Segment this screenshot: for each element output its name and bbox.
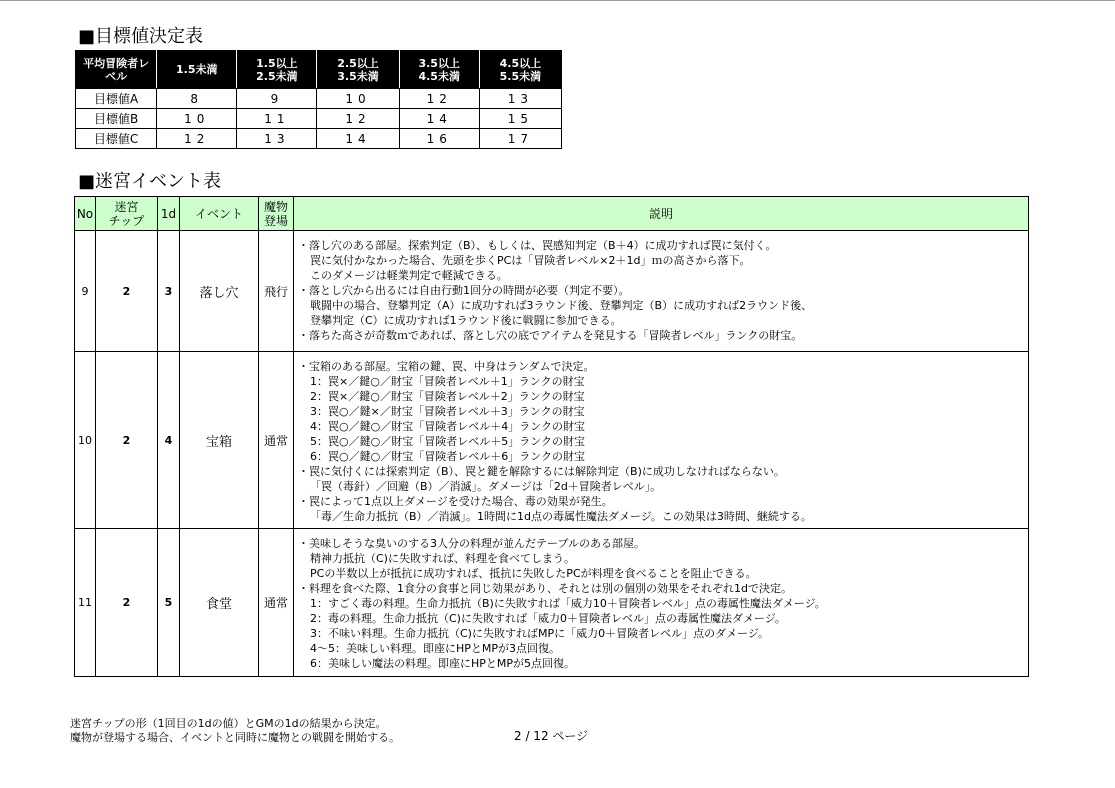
target-row-label: 目標値C <box>76 129 157 149</box>
section-title-events: ■迷宮イベント表 <box>78 171 222 192</box>
target-value-cell: 16 <box>399 129 479 149</box>
description-line: 登攀判定（C）に成功すれば1ラウンド後に戦闘に参加できる。 <box>310 314 622 327</box>
target-value-cell: 14 <box>317 129 399 149</box>
event-row <box>75 352 1029 529</box>
target-value-cell: 12 <box>399 89 479 109</box>
event-description <box>294 352 1029 529</box>
header-monster: 魔物 登場 <box>259 197 294 231</box>
event-description <box>294 529 1029 677</box>
target-header-2: 1.5以上 2.5未満 <box>237 51 317 89</box>
target-row-label: 目標値B <box>76 109 157 129</box>
event-no: 9 <box>75 231 96 352</box>
description-line: ・罠によって1点以上ダメージを受けた場合、毒の効果が発生。 <box>298 495 613 508</box>
description-line: ・罠に気付くには探索判定（B）、罠と鍵を解除するには解除判定（B)に成功しなければならない。 <box>298 465 785 478</box>
event-name: 宝箱 <box>180 352 259 529</box>
target-value-cell: 12 <box>157 129 237 149</box>
top-border-line <box>0 0 1115 1</box>
event-chip: 2 <box>96 231 158 352</box>
target-header-0: 平均冒険者レベル <box>76 51 157 89</box>
description-line: 「罠（毒針）／回避（B）／消滅」。ダメージは「2d＋冒険者レベル」。 <box>310 480 662 493</box>
description-line: 精神力抵抗（C)に失敗すれば、料理を食べてしまう。 <box>310 552 575 565</box>
description-line: ・料理を食べた際、1食分の食事と同じ効果があり、それとは別の個別の効果をそれぞれ1dで決定。 <box>298 582 792 595</box>
description-line: ・宝箱のある部屋。宝箱の鍵、罠、中身はランダムで決定。 <box>298 360 595 373</box>
section-title-target: ■目標値決定表 <box>78 26 204 47</box>
description-line: PCの半数以上が抵抗に成功すれば、抵抗に失敗したPCが料理を食べることを阻止できる。 <box>310 567 757 580</box>
event-monster: 通常 <box>259 529 294 677</box>
description-line: このダメージは軽業判定で軽減できる。 <box>310 269 508 282</box>
target-row <box>76 89 562 109</box>
target-value-cell: 11 <box>237 109 317 129</box>
target-value-cell: 10 <box>317 89 399 109</box>
target-header-4: 3.5以上 4.5未満 <box>399 51 479 89</box>
description-line: 5：罠○／鍵○／財宝「冒険者レベル＋5」ランクの財宝 <box>310 435 585 448</box>
target-row-label: 目標値A <box>76 89 157 109</box>
header-no: No <box>75 197 96 231</box>
header-description: 説明 <box>294 197 1029 231</box>
target-value-table <box>75 50 562 149</box>
page-number: 2 / 12 ページ <box>514 729 589 743</box>
description-line: 「毒／生命力抵抗（B）／消滅」。1時間に1d点の毒属性魔法ダメージ。この効果は3時間、継続する。 <box>310 510 812 523</box>
description-line: 2：毒の料理。生命力抵抗（C)に失敗すれば「威力0＋冒険者レベル」点の毒属性魔法ダメージ。 <box>310 612 786 625</box>
event-row <box>75 231 1029 352</box>
description-line: 2：罠×／鍵○／財宝「冒険者レベル＋2」ランクの財宝 <box>310 390 585 403</box>
header-dice: 1d <box>158 197 180 231</box>
target-value-cell: 15 <box>479 109 561 129</box>
description-line: ・落とし穴から出るには自由行動1回分の時間が必要（判定不要）。 <box>298 284 630 297</box>
event-name: 食堂 <box>180 529 259 677</box>
target-value-cell: 14 <box>399 109 479 129</box>
target-value-cell: 17 <box>479 129 561 149</box>
event-table-header-row <box>75 197 1029 231</box>
description-line: ・落し穴のある部屋。探索判定（B）、もしくは、罠感知判定（B＋4）に成功すれば罠に気付く。 <box>298 239 777 252</box>
footer-note-2: 魔物が登場する場合、イベントと同時に魔物との戦闘を開始する。 <box>70 731 400 744</box>
description-line: 罠に気付かなかった場合、先頭を歩くPCは「冒険者レベル×2＋1d」ｍの高さから落下。 <box>310 254 751 267</box>
event-chip: 2 <box>96 529 158 677</box>
description-line: 6：罠○／鍵○／財宝「冒険者レベル＋6」ランクの財宝 <box>310 450 585 463</box>
description-line: ・美味しそうな臭いのする3人分の料理が並んだテーブルのある部屋。 <box>298 537 646 550</box>
footer-note-1: 迷宮チップの形（1回目の1dの値）とGMの1dの結果から決定。 <box>70 717 387 730</box>
event-monster: 通常 <box>259 352 294 529</box>
event-monster: 飛行 <box>259 231 294 352</box>
header-event: イベント <box>180 197 259 231</box>
description-line: 3：罠○／鍵×／財宝「冒険者レベル＋3」ランクの財宝 <box>310 405 585 418</box>
header-chip: 迷宮 チップ <box>96 197 158 231</box>
target-value-cell: 12 <box>317 109 399 129</box>
event-dice: 4 <box>158 352 180 529</box>
description-line: 4～5：美味しい料理。即座にHPとMPが3点回復。 <box>310 642 561 655</box>
target-header-1: 1.5未満 <box>157 51 237 89</box>
target-table-header-row <box>76 51 562 89</box>
target-row <box>76 109 562 129</box>
footer-notes <box>70 717 400 745</box>
event-no: 11 <box>75 529 96 677</box>
event-description <box>294 231 1029 352</box>
description-line: 3：不味い料理。生命力抵抗（C)に失敗すればMPに「威力0＋冒険者レベル」点のダメージ。 <box>310 627 769 640</box>
description-line: 6：美味しい魔法の料理。即座にHPとMPが5点回復。 <box>310 657 576 670</box>
target-value-cell: 13 <box>479 89 561 109</box>
target-row <box>76 129 562 149</box>
event-dice: 5 <box>158 529 180 677</box>
description-line: 戦闘中の場合、登攀判定（A）に成功すれば3ラウンド後、登攀判定（B）に成功すれば2ラウンド後、 <box>310 299 813 312</box>
event-chip: 2 <box>96 352 158 529</box>
target-value-cell: 10 <box>157 109 237 129</box>
description-line: 1：罠×／鍵○／財宝「冒険者レベル＋1」ランクの財宝 <box>310 375 585 388</box>
description-line: 1：すごく毒の料理。生命力抵抗（B)に失敗すれば「威力10＋冒険者レベル」点の毒属性魔法ダメージ。 <box>310 597 826 610</box>
target-header-3: 2.5以上 3.5未満 <box>317 51 399 89</box>
event-dice: 3 <box>158 231 180 352</box>
target-value-cell: 13 <box>237 129 317 149</box>
maze-event-table <box>74 196 1029 677</box>
target-header-5: 4.5以上 5.5未満 <box>479 51 561 89</box>
description-line: ・落ちた高さが奇数ｍであれば、落とし穴の底でアイテムを発見する「冒険者レベル」ランクの財宝。 <box>298 329 803 342</box>
target-value-cell: 9 <box>237 89 317 109</box>
event-no: 10 <box>75 352 96 529</box>
target-value-cell: 8 <box>157 89 237 109</box>
event-name: 落し穴 <box>180 231 259 352</box>
event-row <box>75 529 1029 677</box>
description-line: 4：罠○／鍵○／財宝「冒険者レベル＋4」ランクの財宝 <box>310 420 585 433</box>
